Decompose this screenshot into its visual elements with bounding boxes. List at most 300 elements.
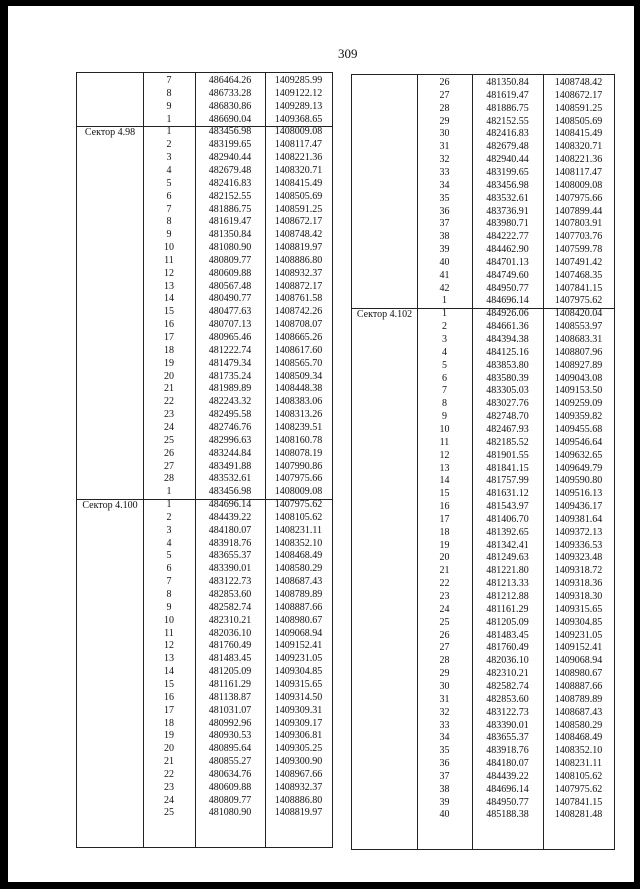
table-row xyxy=(77,640,332,652)
table-row xyxy=(352,347,614,359)
coordinates-table-left xyxy=(76,72,333,848)
table-row xyxy=(352,604,614,616)
coordinate-x: 483853.80 xyxy=(486,359,529,371)
coordinate-x: 480809.77 xyxy=(208,254,252,266)
coordinate-y: 1408591.25 xyxy=(274,203,323,215)
table-row xyxy=(77,756,332,768)
point-number: 1 xyxy=(166,499,172,511)
point-number: 11 xyxy=(164,254,174,266)
point-number: 14 xyxy=(164,666,174,678)
coordinate-y: 1409336.53 xyxy=(554,539,603,551)
coordinate-x: 482853.60 xyxy=(208,589,252,600)
coordinate-y: 1409546.64 xyxy=(554,436,603,448)
table-row xyxy=(352,552,614,564)
point-number: 8 xyxy=(442,398,447,410)
coordinate-y: 1407841.15 xyxy=(554,282,603,294)
table-row xyxy=(77,345,332,357)
coordinate-y: 1408352.10 xyxy=(554,745,603,757)
coordinate-x: 481406.70 xyxy=(486,513,529,525)
coordinate-x: 483122.73 xyxy=(208,576,252,588)
coordinate-y: 1409318.72 xyxy=(554,565,603,577)
coordinate-x: 484462.90 xyxy=(486,244,529,256)
coordinate-x: 482467.93 xyxy=(486,423,529,435)
coordinate-y: 1407491.42 xyxy=(554,256,603,268)
table-row xyxy=(352,385,614,397)
coordinate-x: 482746.76 xyxy=(208,421,252,433)
coordinate-x: 480809.77 xyxy=(208,794,252,806)
coordinate-y: 1408565.70 xyxy=(274,357,323,369)
coordinate-y: 1409381.64 xyxy=(554,513,603,525)
coordinate-x: 482748.70 xyxy=(486,411,529,423)
coordinate-x: 481205.09 xyxy=(486,616,529,628)
coordinate-y: 1408789.89 xyxy=(554,693,603,705)
coordinate-y: 1408980.67 xyxy=(554,668,603,680)
coordinate-y: 1409231.05 xyxy=(274,653,323,665)
coordinate-y: 1407975.66 xyxy=(554,192,603,204)
coordinate-y: 1408231.11 xyxy=(554,758,603,770)
point-number: 42 xyxy=(439,282,450,294)
table-row xyxy=(352,167,614,179)
point-number: 24 xyxy=(164,794,174,806)
point-number: 2 xyxy=(166,511,172,523)
table-row xyxy=(352,642,614,654)
coordinate-x: 480609.88 xyxy=(208,781,252,793)
point-number: 1 xyxy=(442,308,447,320)
coordinate-y: 1407899.44 xyxy=(554,205,603,217)
coordinate-x: 483199.65 xyxy=(486,166,529,178)
point-number: 10 xyxy=(164,242,174,254)
point-number: 13 xyxy=(164,280,174,292)
table-row xyxy=(77,525,332,537)
coordinate-x: 482582.74 xyxy=(486,680,529,692)
coordinate-y: 1408415.49 xyxy=(274,177,323,189)
table-row xyxy=(352,514,614,526)
point-number: 29 xyxy=(439,115,450,127)
coordinate-y: 1409516.13 xyxy=(554,488,603,500)
point-number: 21 xyxy=(164,756,174,768)
coordinate-y: 1408580.29 xyxy=(274,563,323,575)
coordinate-y: 1408281.48 xyxy=(554,809,603,821)
coordinate-y: 1408221.36 xyxy=(274,152,323,164)
coordinate-x: 480855.27 xyxy=(208,756,252,768)
point-number: 36 xyxy=(439,205,450,217)
coordinate-y: 1408009.08 xyxy=(554,179,603,191)
coordinate-x: 481760.49 xyxy=(208,640,252,652)
sector-label: Сектор 4.98 xyxy=(84,127,136,139)
coordinate-y: 1409152.41 xyxy=(554,642,603,654)
page-number: 309 xyxy=(338,46,358,61)
coordinate-y: 1408420.04 xyxy=(554,308,603,320)
coordinate-x: 481886.75 xyxy=(486,102,529,114)
coordinate-y: 1409305.25 xyxy=(274,743,323,755)
point-number: 2 xyxy=(442,321,447,333)
coordinate-x: 480930.53 xyxy=(208,730,252,742)
coordinate-y: 1408591.25 xyxy=(554,102,603,114)
table-row xyxy=(352,694,614,706)
coordinate-x: 483456.98 xyxy=(208,486,252,498)
table-row xyxy=(352,154,614,166)
coordinate-y: 1409368.65 xyxy=(274,113,323,125)
coordinate-x: 482679.48 xyxy=(486,141,529,153)
table-row xyxy=(77,486,332,498)
point-number: 5 xyxy=(442,359,447,371)
coordinate-y: 1408117.47 xyxy=(554,166,603,178)
point-number: 41 xyxy=(439,269,450,281)
table-row xyxy=(352,758,614,770)
coordinate-y: 1408468.49 xyxy=(554,732,603,744)
coordinate-x: 483532.61 xyxy=(208,473,252,485)
table-row xyxy=(352,475,614,487)
coordinate-x: 480895.64 xyxy=(208,743,252,755)
coordinate-x: 483532.61 xyxy=(486,192,529,204)
sector-label: Сектор 4.102 xyxy=(356,309,413,321)
coordinate-y: 1408313.26 xyxy=(274,409,323,421)
table-row xyxy=(352,180,614,192)
point-number: 9 xyxy=(442,411,447,423)
coordinate-x: 481205.09 xyxy=(208,666,252,678)
coordinate-x: 483655.37 xyxy=(208,550,252,562)
coordinate-x: 481138.87 xyxy=(208,691,252,703)
coordinate-x: 480707.13 xyxy=(208,319,252,331)
point-number: 4 xyxy=(166,537,172,549)
table-row xyxy=(77,306,332,318)
table-row xyxy=(352,617,614,629)
point-number: 3 xyxy=(166,524,172,536)
coordinate-x: 486830.86 xyxy=(208,100,252,112)
point-number: 21 xyxy=(439,565,450,577)
point-number: 1 xyxy=(166,113,172,125)
coordinate-x: 483390.01 xyxy=(486,719,529,731)
coordinate-y: 1408665.26 xyxy=(274,332,323,343)
coordinate-x: 484439.22 xyxy=(486,770,529,782)
coordinate-y: 1408887.66 xyxy=(274,601,323,613)
table-row xyxy=(352,283,614,295)
table-row xyxy=(77,101,332,113)
point-number: 32 xyxy=(439,706,450,718)
coordinate-y: 1408509.34 xyxy=(274,370,323,382)
coordinate-y: 1408078.19 xyxy=(274,447,323,459)
point-number: 39 xyxy=(439,244,450,256)
table-row xyxy=(77,268,332,280)
coordinate-y: 1409285.99 xyxy=(274,75,323,86)
coordinate-y: 1408383.06 xyxy=(274,396,323,408)
coordinate-y: 1407975.62 xyxy=(554,295,603,307)
point-number: 7 xyxy=(166,203,172,215)
point-number: 13 xyxy=(439,462,450,474)
table-row xyxy=(352,141,614,153)
point-number: 36 xyxy=(439,758,450,770)
coordinate-y: 1409314.50 xyxy=(274,691,323,703)
table-row xyxy=(77,152,332,164)
point-number: 27 xyxy=(439,642,450,654)
coordinate-y: 1408580.29 xyxy=(554,719,603,731)
point-number: 7 xyxy=(166,75,172,86)
coordinate-y: 1409152.41 xyxy=(274,640,323,652)
point-number: 4 xyxy=(442,346,447,358)
point-number: 26 xyxy=(439,629,450,641)
coordinate-y: 1407975.62 xyxy=(554,783,603,795)
table-row xyxy=(77,615,332,627)
coordinate-x: 481342.41 xyxy=(486,539,529,551)
coordinate-y: 1408672.17 xyxy=(274,216,323,228)
point-number: 15 xyxy=(164,306,174,318)
coordinate-x: 483655.37 xyxy=(486,732,529,744)
coordinate-y: 1408672.17 xyxy=(554,89,603,101)
point-number: 28 xyxy=(164,473,174,485)
point-number: 5 xyxy=(166,177,172,189)
coordinate-x: 484222.77 xyxy=(486,231,529,243)
point-number: 1 xyxy=(166,486,172,498)
table-row xyxy=(352,591,614,603)
point-number: 11 xyxy=(439,436,450,448)
table-row xyxy=(77,448,332,460)
coordinate-y: 1408448.38 xyxy=(274,383,323,395)
table-row xyxy=(77,653,332,665)
point-number: 17 xyxy=(164,704,174,716)
coordinate-x: 482996.63 xyxy=(208,434,252,446)
point-number: 23 xyxy=(439,591,450,602)
coordinate-y: 1408505.69 xyxy=(554,115,603,127)
coordinate-y: 1408683.31 xyxy=(554,334,603,345)
table-row xyxy=(352,206,614,218)
coordinate-x: 482185.52 xyxy=(486,436,529,448)
coordinate-x: 480567.48 xyxy=(208,280,252,292)
table-row xyxy=(352,463,614,475)
coordinate-y: 1407990.86 xyxy=(274,460,323,472)
point-number: 23 xyxy=(164,409,174,421)
coordinate-y: 1408505.69 xyxy=(274,190,323,202)
coordinate-y: 1408932.37 xyxy=(274,267,323,279)
table-row xyxy=(77,743,332,755)
coordinate-y: 1409309.31 xyxy=(274,704,323,716)
point-number: 18 xyxy=(439,526,450,538)
point-number: 15 xyxy=(164,678,174,690)
table-row xyxy=(352,668,614,680)
coordinate-y: 1408708.07 xyxy=(274,319,323,331)
coordinate-x: 480965.46 xyxy=(208,332,252,343)
point-number: 1 xyxy=(166,126,172,138)
coordinate-y: 1409649.79 xyxy=(554,462,603,474)
coordinate-y: 1408927.89 xyxy=(554,359,603,371)
point-number: 9 xyxy=(166,100,172,112)
coordinate-x: 481841.15 xyxy=(486,462,529,474)
coordinate-y: 1407975.66 xyxy=(274,473,323,485)
table-row xyxy=(77,602,332,614)
coordinate-y: 1408687.43 xyxy=(274,576,323,588)
table-row xyxy=(352,655,614,667)
coordinate-x: 483918.76 xyxy=(486,745,529,757)
point-number: 23 xyxy=(164,781,174,793)
coordinate-y: 1409318.30 xyxy=(554,591,603,602)
table-row xyxy=(352,720,614,732)
coordinate-x: 483199.65 xyxy=(208,139,252,151)
coordinate-x: 480992.96 xyxy=(208,717,252,729)
coordinate-y: 1407975.62 xyxy=(274,499,323,511)
coordinate-x: 482036.10 xyxy=(208,627,252,639)
point-number: 30 xyxy=(439,680,450,692)
table-row xyxy=(352,732,614,744)
coordinate-x: 483491.88 xyxy=(208,460,252,472)
table-row xyxy=(352,398,614,410)
coordinate-y: 1409300.90 xyxy=(274,756,323,768)
coordinate-x: 481080.90 xyxy=(208,242,252,254)
point-number: 26 xyxy=(439,77,450,88)
coordinate-y: 1408553.97 xyxy=(554,321,603,333)
point-number: 24 xyxy=(164,421,174,433)
coordinate-y: 1409259.09 xyxy=(554,398,603,410)
table-row xyxy=(352,128,614,140)
table-row xyxy=(77,692,332,704)
coordinate-x: 483980.71 xyxy=(486,218,529,230)
coordinate-x: 483918.76 xyxy=(208,537,252,549)
point-number: 15 xyxy=(439,488,450,500)
point-number: 17 xyxy=(439,513,450,525)
coordinate-x: 480477.63 xyxy=(208,306,252,318)
point-number: 25 xyxy=(164,434,174,446)
coordinate-x: 482679.48 xyxy=(208,164,252,176)
coordinate-x: 482416.83 xyxy=(208,177,252,189)
point-number: 7 xyxy=(166,576,172,588)
coordinate-y: 1408807.96 xyxy=(554,346,603,358)
point-number: 24 xyxy=(439,603,450,615)
point-number: 17 xyxy=(164,332,174,343)
table-row xyxy=(77,332,332,344)
point-number: 6 xyxy=(442,372,447,384)
point-number: 19 xyxy=(164,357,174,369)
coordinate-x: 486733.28 xyxy=(208,87,252,99)
coordinate-y: 1408748.42 xyxy=(554,77,603,88)
table-row xyxy=(77,114,332,126)
table-row xyxy=(352,809,614,821)
document-page xyxy=(8,6,634,882)
coordinate-y: 1407841.15 xyxy=(554,796,603,808)
coordinate-y: 1409304.85 xyxy=(554,616,603,628)
coordinate-x: 482582.74 xyxy=(208,601,252,613)
point-number: 14 xyxy=(439,475,450,487)
coordinate-x: 481619.47 xyxy=(486,89,529,101)
coordinate-y: 1409359.82 xyxy=(554,411,603,423)
table-row xyxy=(352,360,614,372)
coordinate-y: 1408687.43 xyxy=(554,706,603,718)
coordinate-y: 1408617.60 xyxy=(274,344,323,356)
point-number: 28 xyxy=(439,102,450,114)
table-row xyxy=(352,771,614,783)
point-number: 10 xyxy=(439,423,450,435)
coordinate-x: 484125.16 xyxy=(486,346,529,358)
coordinate-y: 1408886.80 xyxy=(274,254,323,266)
point-number: 16 xyxy=(164,319,174,331)
point-number: 28 xyxy=(439,655,450,667)
table-row xyxy=(352,218,614,230)
coordinate-y: 1409590.80 xyxy=(554,475,603,487)
coordinate-x: 481619.47 xyxy=(208,216,252,228)
table-row xyxy=(352,488,614,500)
table-row xyxy=(77,679,332,691)
table-row xyxy=(352,578,614,590)
table-row xyxy=(77,422,332,434)
table-row xyxy=(77,576,332,588)
coordinate-x: 481479.34 xyxy=(208,357,252,369)
coordinate-x: 484696.14 xyxy=(486,295,529,307)
table-row xyxy=(77,409,332,421)
point-number: 35 xyxy=(439,745,450,757)
coordinate-x: 484180.07 xyxy=(208,524,252,536)
point-number: 10 xyxy=(164,614,174,626)
table-row xyxy=(77,139,332,151)
point-number: 34 xyxy=(439,179,450,191)
coordinate-x: 483305.03 xyxy=(486,385,529,397)
point-number: 5 xyxy=(166,550,172,562)
coordinate-x: 484394.38 xyxy=(486,334,529,345)
table-row xyxy=(77,795,332,807)
coordinate-x: 484439.22 xyxy=(208,511,252,523)
table-row xyxy=(352,501,614,513)
coordinate-x: 483456.98 xyxy=(208,126,252,138)
point-number: 14 xyxy=(164,293,174,305)
point-number: 19 xyxy=(439,539,450,551)
coordinate-x: 484180.07 xyxy=(486,758,529,770)
table-row xyxy=(77,782,332,794)
coordinate-x: 482940.44 xyxy=(486,154,529,166)
point-number: 3 xyxy=(442,334,447,345)
point-number: 34 xyxy=(439,732,450,744)
table-row xyxy=(77,281,332,293)
point-number: 1 xyxy=(442,295,447,307)
point-number: 22 xyxy=(439,578,450,590)
table-row xyxy=(77,435,332,447)
point-number: 18 xyxy=(164,344,174,356)
point-number: 40 xyxy=(439,809,450,821)
coordinate-x: 481483.45 xyxy=(486,629,529,641)
coordinate-x: 482310.21 xyxy=(486,668,529,680)
coordinate-y: 1408819.97 xyxy=(274,242,323,254)
table-row xyxy=(77,396,332,408)
coordinate-y: 1408742.26 xyxy=(274,306,323,318)
point-number: 25 xyxy=(164,807,174,819)
coordinate-x: 486464.26 xyxy=(208,75,252,86)
coordinate-y: 1408239.51 xyxy=(274,421,323,433)
table-row xyxy=(352,244,614,256)
point-number: 27 xyxy=(439,89,450,101)
table-row xyxy=(77,75,332,87)
point-number: 20 xyxy=(439,552,450,564)
table-row xyxy=(352,784,614,796)
coordinate-y: 1408415.49 xyxy=(554,128,603,140)
point-number: 38 xyxy=(439,783,450,795)
table-row xyxy=(352,540,614,552)
coordinate-x: 480634.76 xyxy=(208,768,252,780)
point-number: 40 xyxy=(439,256,450,268)
coordinate-y: 1409318.36 xyxy=(554,578,603,590)
table-row xyxy=(352,437,614,449)
point-number: 22 xyxy=(164,768,174,780)
table-row xyxy=(77,807,332,819)
coordinate-y: 1409306.81 xyxy=(274,730,323,742)
coordinate-y: 1408105.62 xyxy=(554,770,603,782)
point-number: 12 xyxy=(164,640,174,652)
coordinate-y: 1408887.66 xyxy=(554,680,603,692)
coordinate-x: 483736.91 xyxy=(486,205,529,217)
coordinate-x: 481080.90 xyxy=(208,807,252,819)
table-row xyxy=(352,565,614,577)
coordinate-x: 481222.74 xyxy=(208,344,252,356)
table-row xyxy=(77,563,332,575)
coordinate-x: 481392.65 xyxy=(486,526,529,538)
coordinate-x: 484749.60 xyxy=(486,269,529,281)
table-row xyxy=(352,257,614,269)
sector-label: Сектор 4.100 xyxy=(82,500,138,512)
coordinate-y: 1409068.94 xyxy=(274,627,323,639)
